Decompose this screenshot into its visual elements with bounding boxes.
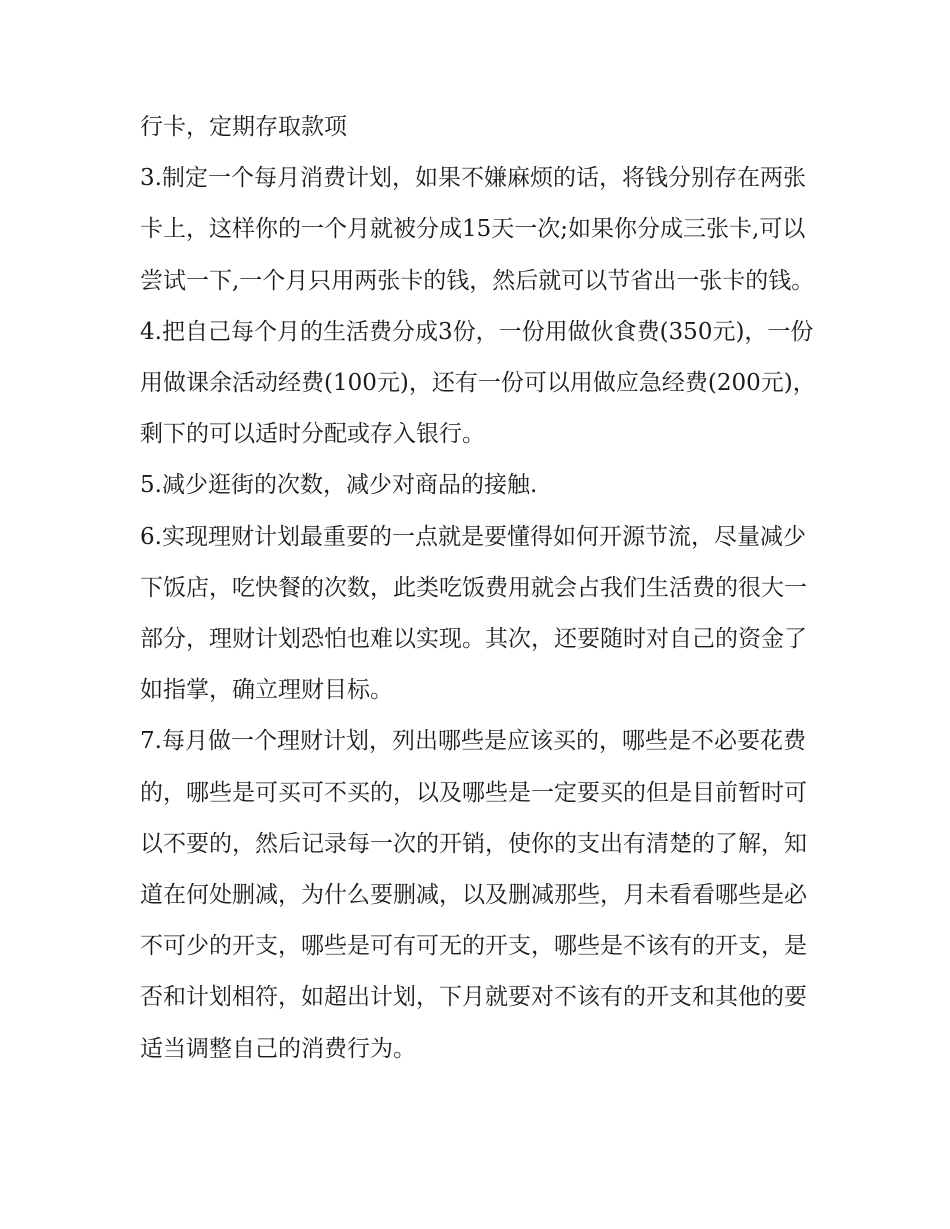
paragraph-item-6: 6.实现理财计划最重要的一点就是要懂得如何开源节流，尽量减少下饭店，吃快餐的次数，此类吃饭费用就会占我们生活费的很大一部分，理财计划恐怕也难以实现。其次，还要随时对自己的资金了如指掌，确立理财目标。 <box>140 523 807 704</box>
paragraph-item-7: 7.每月做一个理财计划，列出哪些是应该买的，哪些是不必要花费的，哪些是可买可不买的，以及哪些是一定要买的但是目前暂时可以不要的，然后记录每一次的开销，使你的支出有清楚的了解，知道在何处删减，为什么要删减，以及删减那些，月未看看哪些是必不可少的开支，哪些是可有可无的开支，哪些是不该有的开支，是否和计划相符，如超出计划，下月就要对不该有的开支和其他的要适当调整自己的消费行为。 <box>140 728 807 1062</box>
paragraph-continuation: 行卡，定期存取款项 <box>140 114 347 140</box>
document-body <box>140 102 820 1075</box>
paragraph-item-5: 5.减少逛街的次数，减少对商品的接触. <box>140 472 538 499</box>
paragraph-item-4: 4.把自己每个月的生活费分成3份，一份用做伙食费(350元)，一份用做课余活动经费(100元)，还有一份可以用做应急经费(200元)，剩下的可以适时分配或存入银行。 <box>140 318 816 448</box>
paragraph-item-3: 3.制定一个每月消费计划，如果不嫌麻烦的话，将钱分别存在两张卡上，这样你的一个月就被分成15天一次;如果你分成三张卡,可以尝试一下,一个月只用两张卡的钱，然后就可以节省出一张卡的钱。 <box>140 165 815 294</box>
